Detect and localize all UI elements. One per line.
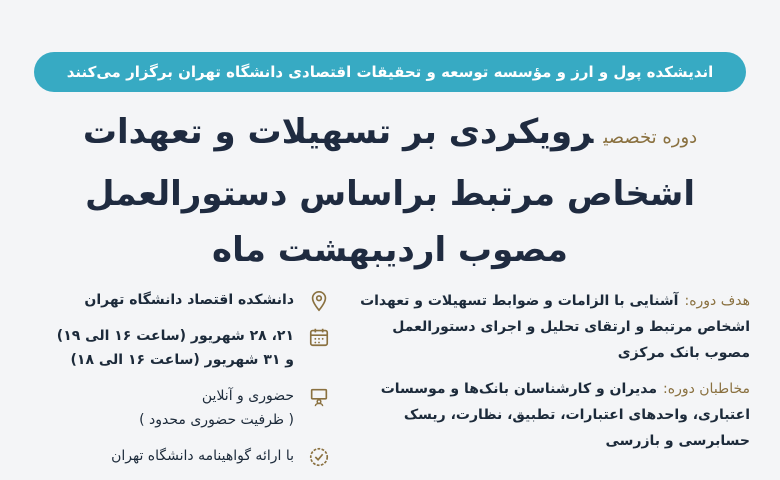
location-pin-icon xyxy=(308,290,330,312)
location-row xyxy=(30,288,330,312)
date-row xyxy=(30,324,330,372)
audience-line-3: حسابرسی و بازرسی xyxy=(605,433,750,449)
mode-line-2: ( ظرفیت حضوری محدود ) xyxy=(139,412,294,428)
title-line-3: مصوب اردیبهشت ماه xyxy=(212,230,568,270)
presentation-icon xyxy=(308,386,330,408)
audience-line-2: اعتباری، واحدهای اعتبارات، تطبیق، نظارت، ریسک xyxy=(403,407,750,423)
mode-line-1: حضوری و آنلاین xyxy=(201,388,294,404)
goal-line-1 xyxy=(360,288,750,314)
certificate-row xyxy=(30,444,330,468)
date-texts xyxy=(57,324,294,372)
date-line-1: ۲۱، ۲۸ شهریور (ساعت ۱۶ الی ۱۹) xyxy=(56,328,294,344)
goal-line-2: اشخاص مرتبط و ارتقای تحلیل و اجرای دستورالعمل xyxy=(392,319,750,335)
title-text-1: رویکردی بر تسهیلات و تعهدات xyxy=(82,112,594,152)
organizer-banner xyxy=(34,52,746,92)
date-line-2: و ۳۱ شهریور (ساعت ۱۶ الی ۱۸) xyxy=(70,352,294,368)
audience-text-1: مدیران و کارشناسان بانک‌ها و موسسات xyxy=(380,381,658,397)
title-line-1 xyxy=(40,104,740,166)
audience-line-1 xyxy=(380,376,750,402)
audience-block xyxy=(380,376,750,454)
course-label: دوره تخصصی xyxy=(603,127,698,148)
course-info xyxy=(360,288,750,464)
location-text: دانشکده اقتصاد دانشگاه تهران xyxy=(84,292,294,308)
calendar-icon xyxy=(308,326,330,348)
goal-block xyxy=(360,288,750,366)
title-line-2: اشخاص مرتبط براساس دستورالعمل xyxy=(85,174,695,214)
course-details xyxy=(30,288,330,480)
goal-label: هدف دوره: xyxy=(684,293,750,309)
course-title xyxy=(40,104,740,278)
certificate-text: با ارائه گواهینامه دانشگاه تهران xyxy=(111,448,294,464)
goal-line-3: مصوب بانک مرکزی xyxy=(617,345,750,361)
audience-label: مخاطبان دوره: xyxy=(663,381,750,397)
mode-texts xyxy=(139,384,294,432)
goal-text-1: آشنایی با الزامات و ضوابط تسهیلات و تعهدات xyxy=(360,293,679,309)
organizer-text: اندیشکده پول و ارز و مؤسسه توسعه و تحقیقات اقتصادی دانشگاه تهران برگزار می‌کنند xyxy=(66,63,714,81)
mode-row xyxy=(30,384,330,432)
certificate-badge-icon xyxy=(308,446,330,468)
